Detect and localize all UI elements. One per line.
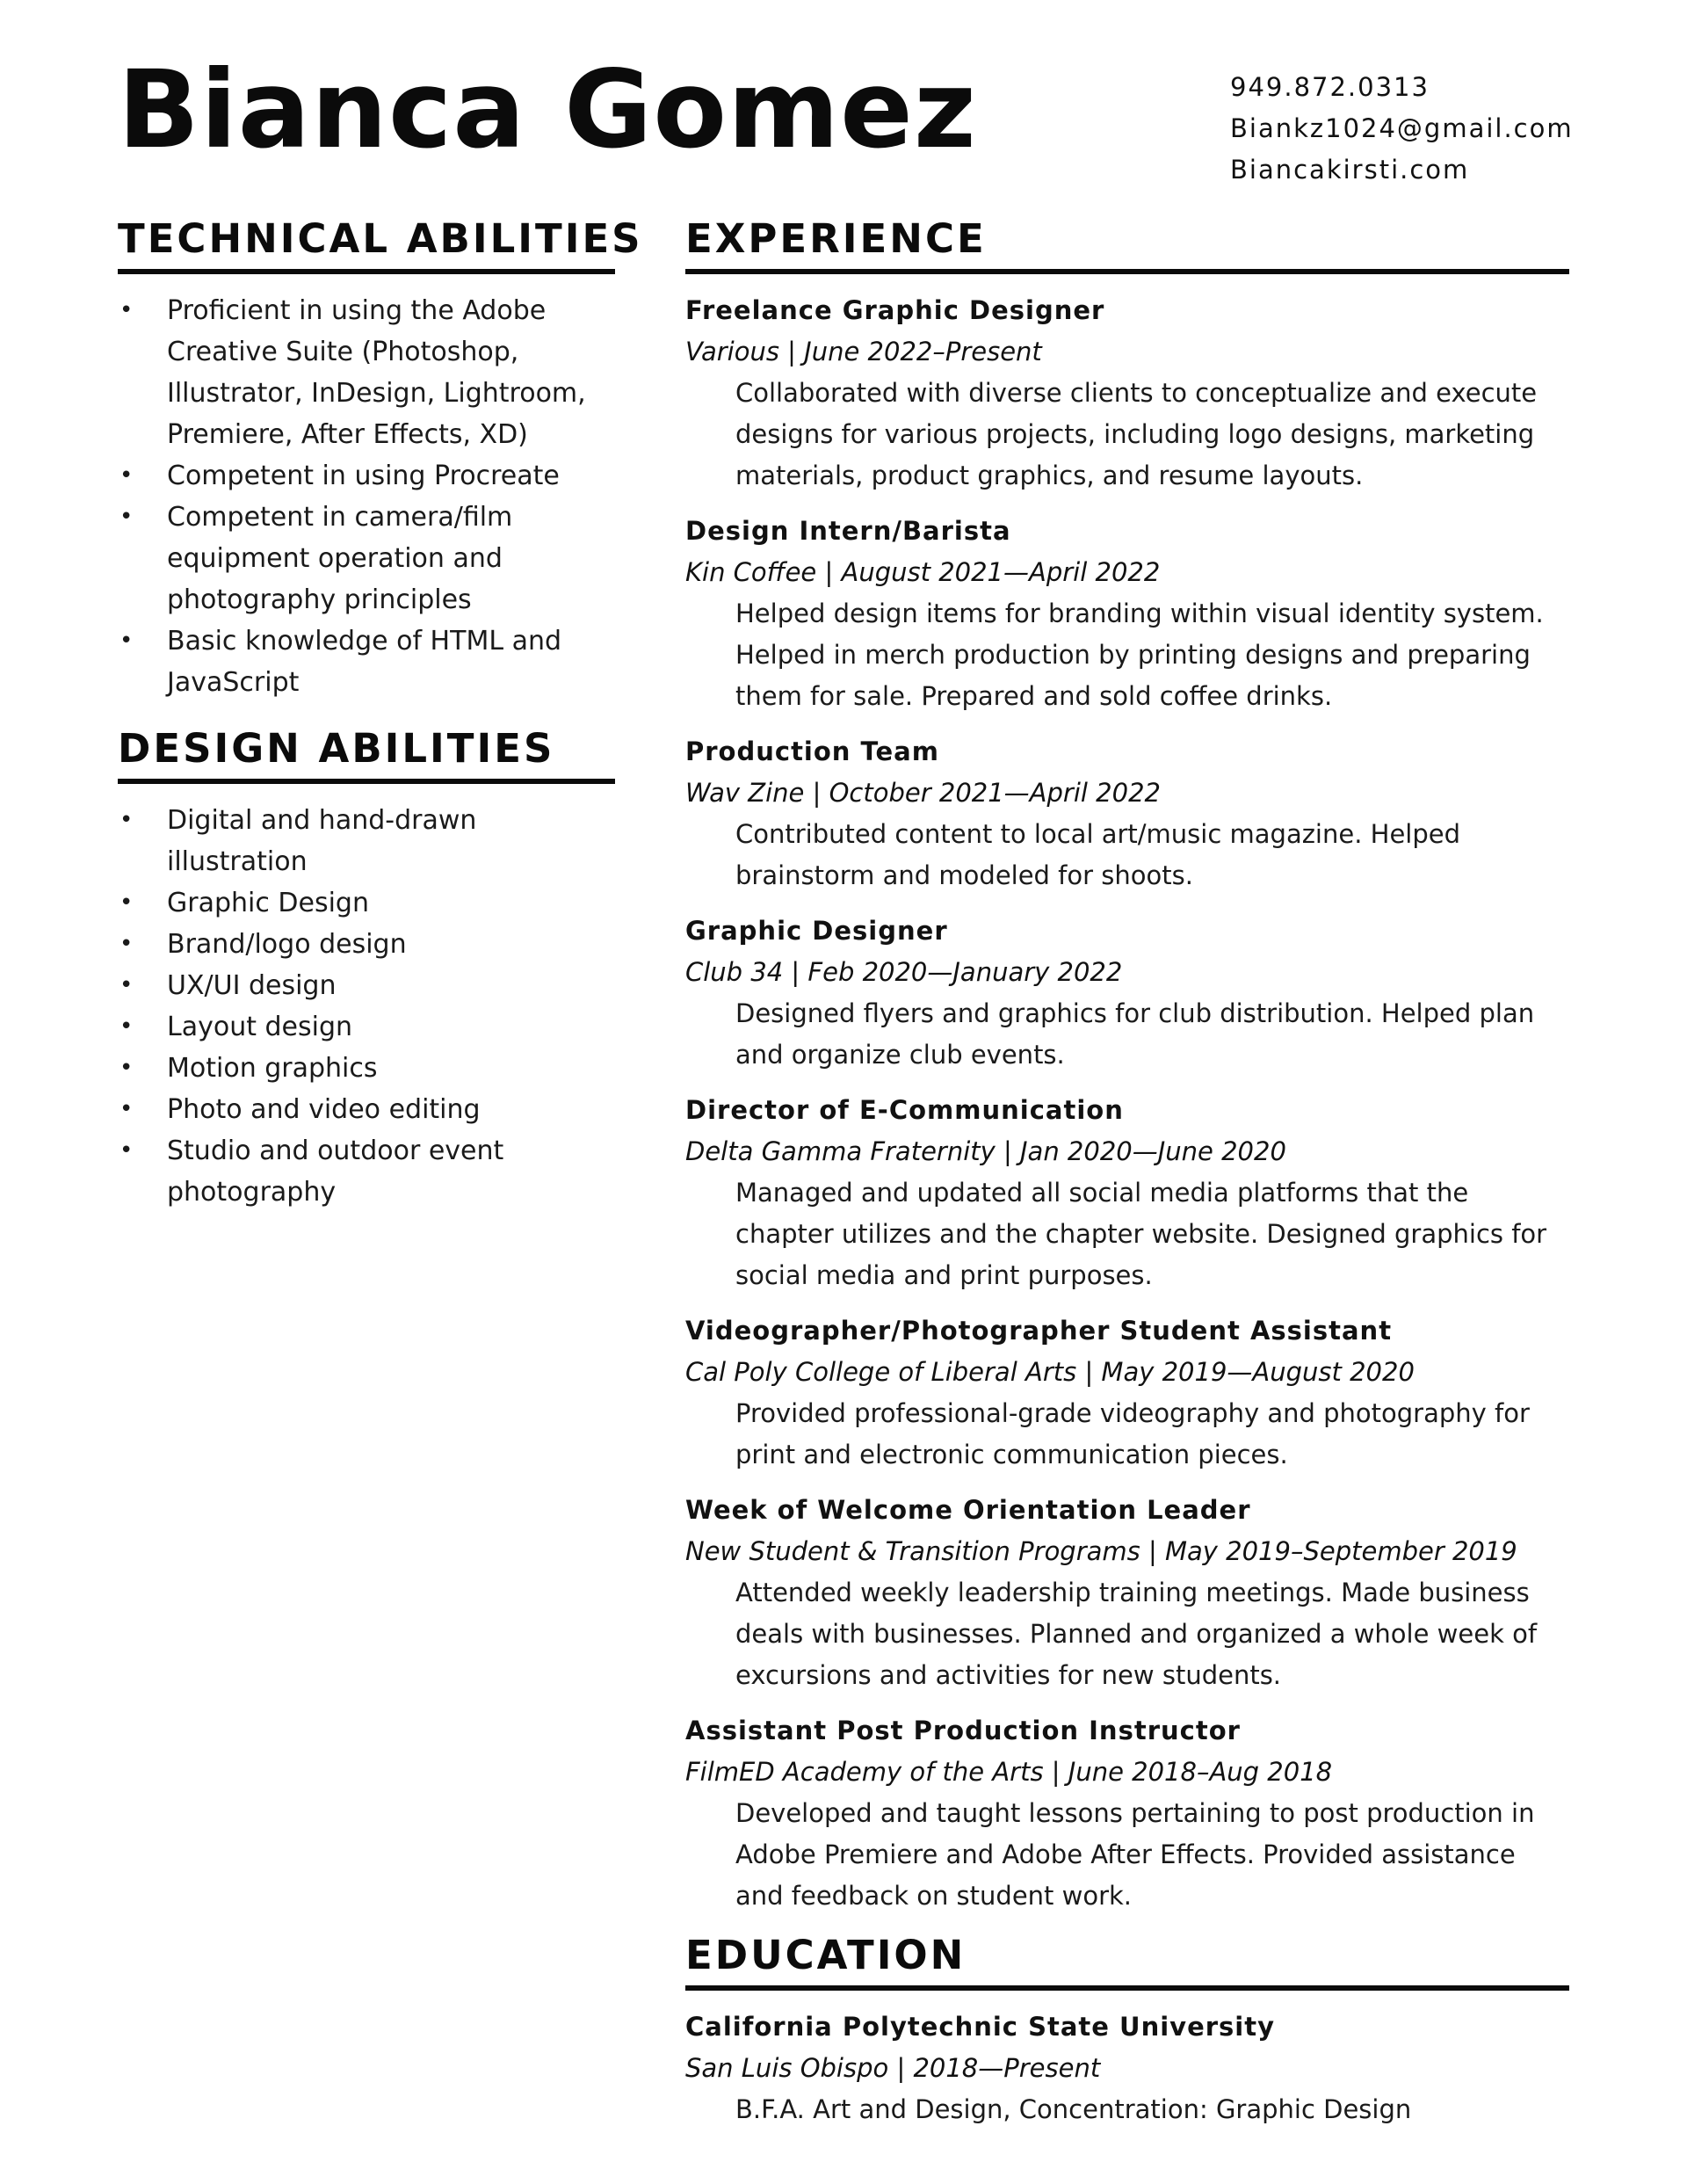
list-item: • Proficient in using the Adobe Creative Suite (Photoshop, Illustrator, InDesign, Lightroom, Premiere, After Effects, XD) [118, 290, 615, 455]
list-item: • Basic knowledge of HTML and JavaScript [118, 620, 615, 703]
section-divider [118, 779, 615, 784]
job-description: Designed flyers and graphics for club distribution. Helped plan and organize club events. [735, 998, 1535, 1070]
experience-entry [685, 290, 1569, 497]
job-description: Attended weekly leadership training meetings. Made business deals with businesses. Planned and organized a whole week of excursions and activities for new students. [735, 1578, 1538, 1690]
list-item: • Motion graphics [118, 1048, 615, 1089]
job-meta: Wav Zine | October 2021—April 2022 [685, 778, 1161, 808]
design-abilities-heading: DESIGN ABILITIES [118, 725, 555, 772]
list-item: • Photo and video editing [118, 1089, 615, 1130]
job-title: Director of E-Communication [685, 1095, 1124, 1125]
technical-abilities-list [118, 290, 615, 703]
list-item: • UX/UI design [118, 965, 615, 1006]
contact-website: Biancakirsti.com [1230, 155, 1470, 185]
list-item: • Competent in camera/film equipment operation and photography principles [118, 497, 615, 620]
list-item: • Digital and hand-drawn illustration [118, 800, 615, 882]
list-item: • Brand/logo design [118, 924, 615, 965]
experience-entry [685, 1490, 1569, 1696]
experience-entry [685, 731, 1569, 896]
job-title: Assistant Post Production Instructor [685, 1716, 1241, 1745]
job-description: Developed and taught lessons pertaining to post production in Adobe Premiere and Adobe After Effects. Provided assistance and feedback on student work. [735, 1798, 1535, 1911]
job-title: Videographer/Photographer Student Assistant [685, 1316, 1393, 1346]
job-title: Design Intern/Barista [685, 516, 1011, 546]
contact-email: Biankz1024@gmail.com [1230, 113, 1574, 143]
section-divider [685, 269, 1569, 274]
job-meta: Kin Coffee | August 2021—April 2022 [685, 557, 1161, 587]
job-description: Helped design items for branding within visual identity system. Helped in merch production by printing designs and preparing them for sale. Prepared and sold coffee drinks. [735, 599, 1544, 711]
education-heading: EDUCATION [685, 1932, 967, 1978]
technical-abilities-heading: TECHNICAL ABILITIES [118, 215, 643, 262]
job-meta: FilmED Academy of the Arts | June 2018–Aug 2018 [685, 1757, 1333, 1787]
experience-entry [685, 911, 1569, 1076]
job-meta: Club 34 | Feb 2020—January 2022 [685, 957, 1123, 987]
education-entry [685, 2006, 1569, 2130]
list-item: • Graphic Design [118, 882, 615, 924]
job-description: Managed and updated all social media platforms that the chapter utilizes and the chapter website. Designed graphics for social media and print purposes. [735, 1178, 1547, 1290]
list-item: • Layout design [118, 1006, 615, 1048]
left-column [118, 214, 643, 1234]
experience-heading: EXPERIENCE [685, 215, 987, 262]
job-meta: Cal Poly College of Liberal Arts | May 2019—August 2020 [685, 1357, 1415, 1387]
list-item: • Competent in using Procreate [118, 455, 615, 497]
job-meta: Various | June 2022–Present [685, 337, 1042, 366]
experience-section [685, 214, 1569, 1917]
job-description: Collaborated with diverse clients to conceptualize and execute designs for various projects, including logo designs, marketing materials, product graphics, and resume layouts. [735, 378, 1538, 490]
job-description: Provided professional-grade videography and photography for print and electronic communication pieces. [735, 1398, 1530, 1469]
job-meta: Delta Gamma Fraternity | Jan 2020—June 2020 [685, 1136, 1286, 1166]
design-abilities-section [118, 724, 615, 1213]
job-title: Freelance Graphic Designer [685, 295, 1105, 325]
degree: B.F.A. Art and Design, Concentration: Graphic Design [735, 2094, 1412, 2124]
contact-phone: 949.872.0313 [1230, 72, 1430, 102]
candidate-name: Bianca Gomez [118, 47, 977, 172]
job-title: Week of Welcome Orientation Leader [685, 1495, 1251, 1525]
section-divider [685, 1985, 1569, 1991]
section-divider [118, 269, 615, 274]
education-section [685, 1931, 1569, 2130]
experience-entry [685, 1310, 1569, 1476]
experience-entry [685, 1090, 1569, 1296]
job-description: Contributed content to local art/music magazine. Helped brainstorm and modeled for shoots. [735, 819, 1461, 890]
experience-entry [685, 511, 1569, 717]
job-meta: New Student & Transition Programs | May 2019–September 2019 [685, 1536, 1517, 1566]
design-abilities-list [118, 800, 615, 1213]
right-column [685, 214, 1569, 2144]
job-title: Graphic Designer [685, 916, 948, 946]
technical-abilities-section [118, 214, 643, 703]
list-item: • Studio and outdoor event photography [118, 1130, 615, 1213]
experience-entry [685, 1710, 1569, 1917]
school-name: California Polytechnic State University [685, 2012, 1276, 2042]
school-meta: San Luis Obispo | 2018—Present [685, 2053, 1101, 2083]
job-title: Production Team [685, 736, 939, 766]
contact-info [1230, 67, 1574, 191]
